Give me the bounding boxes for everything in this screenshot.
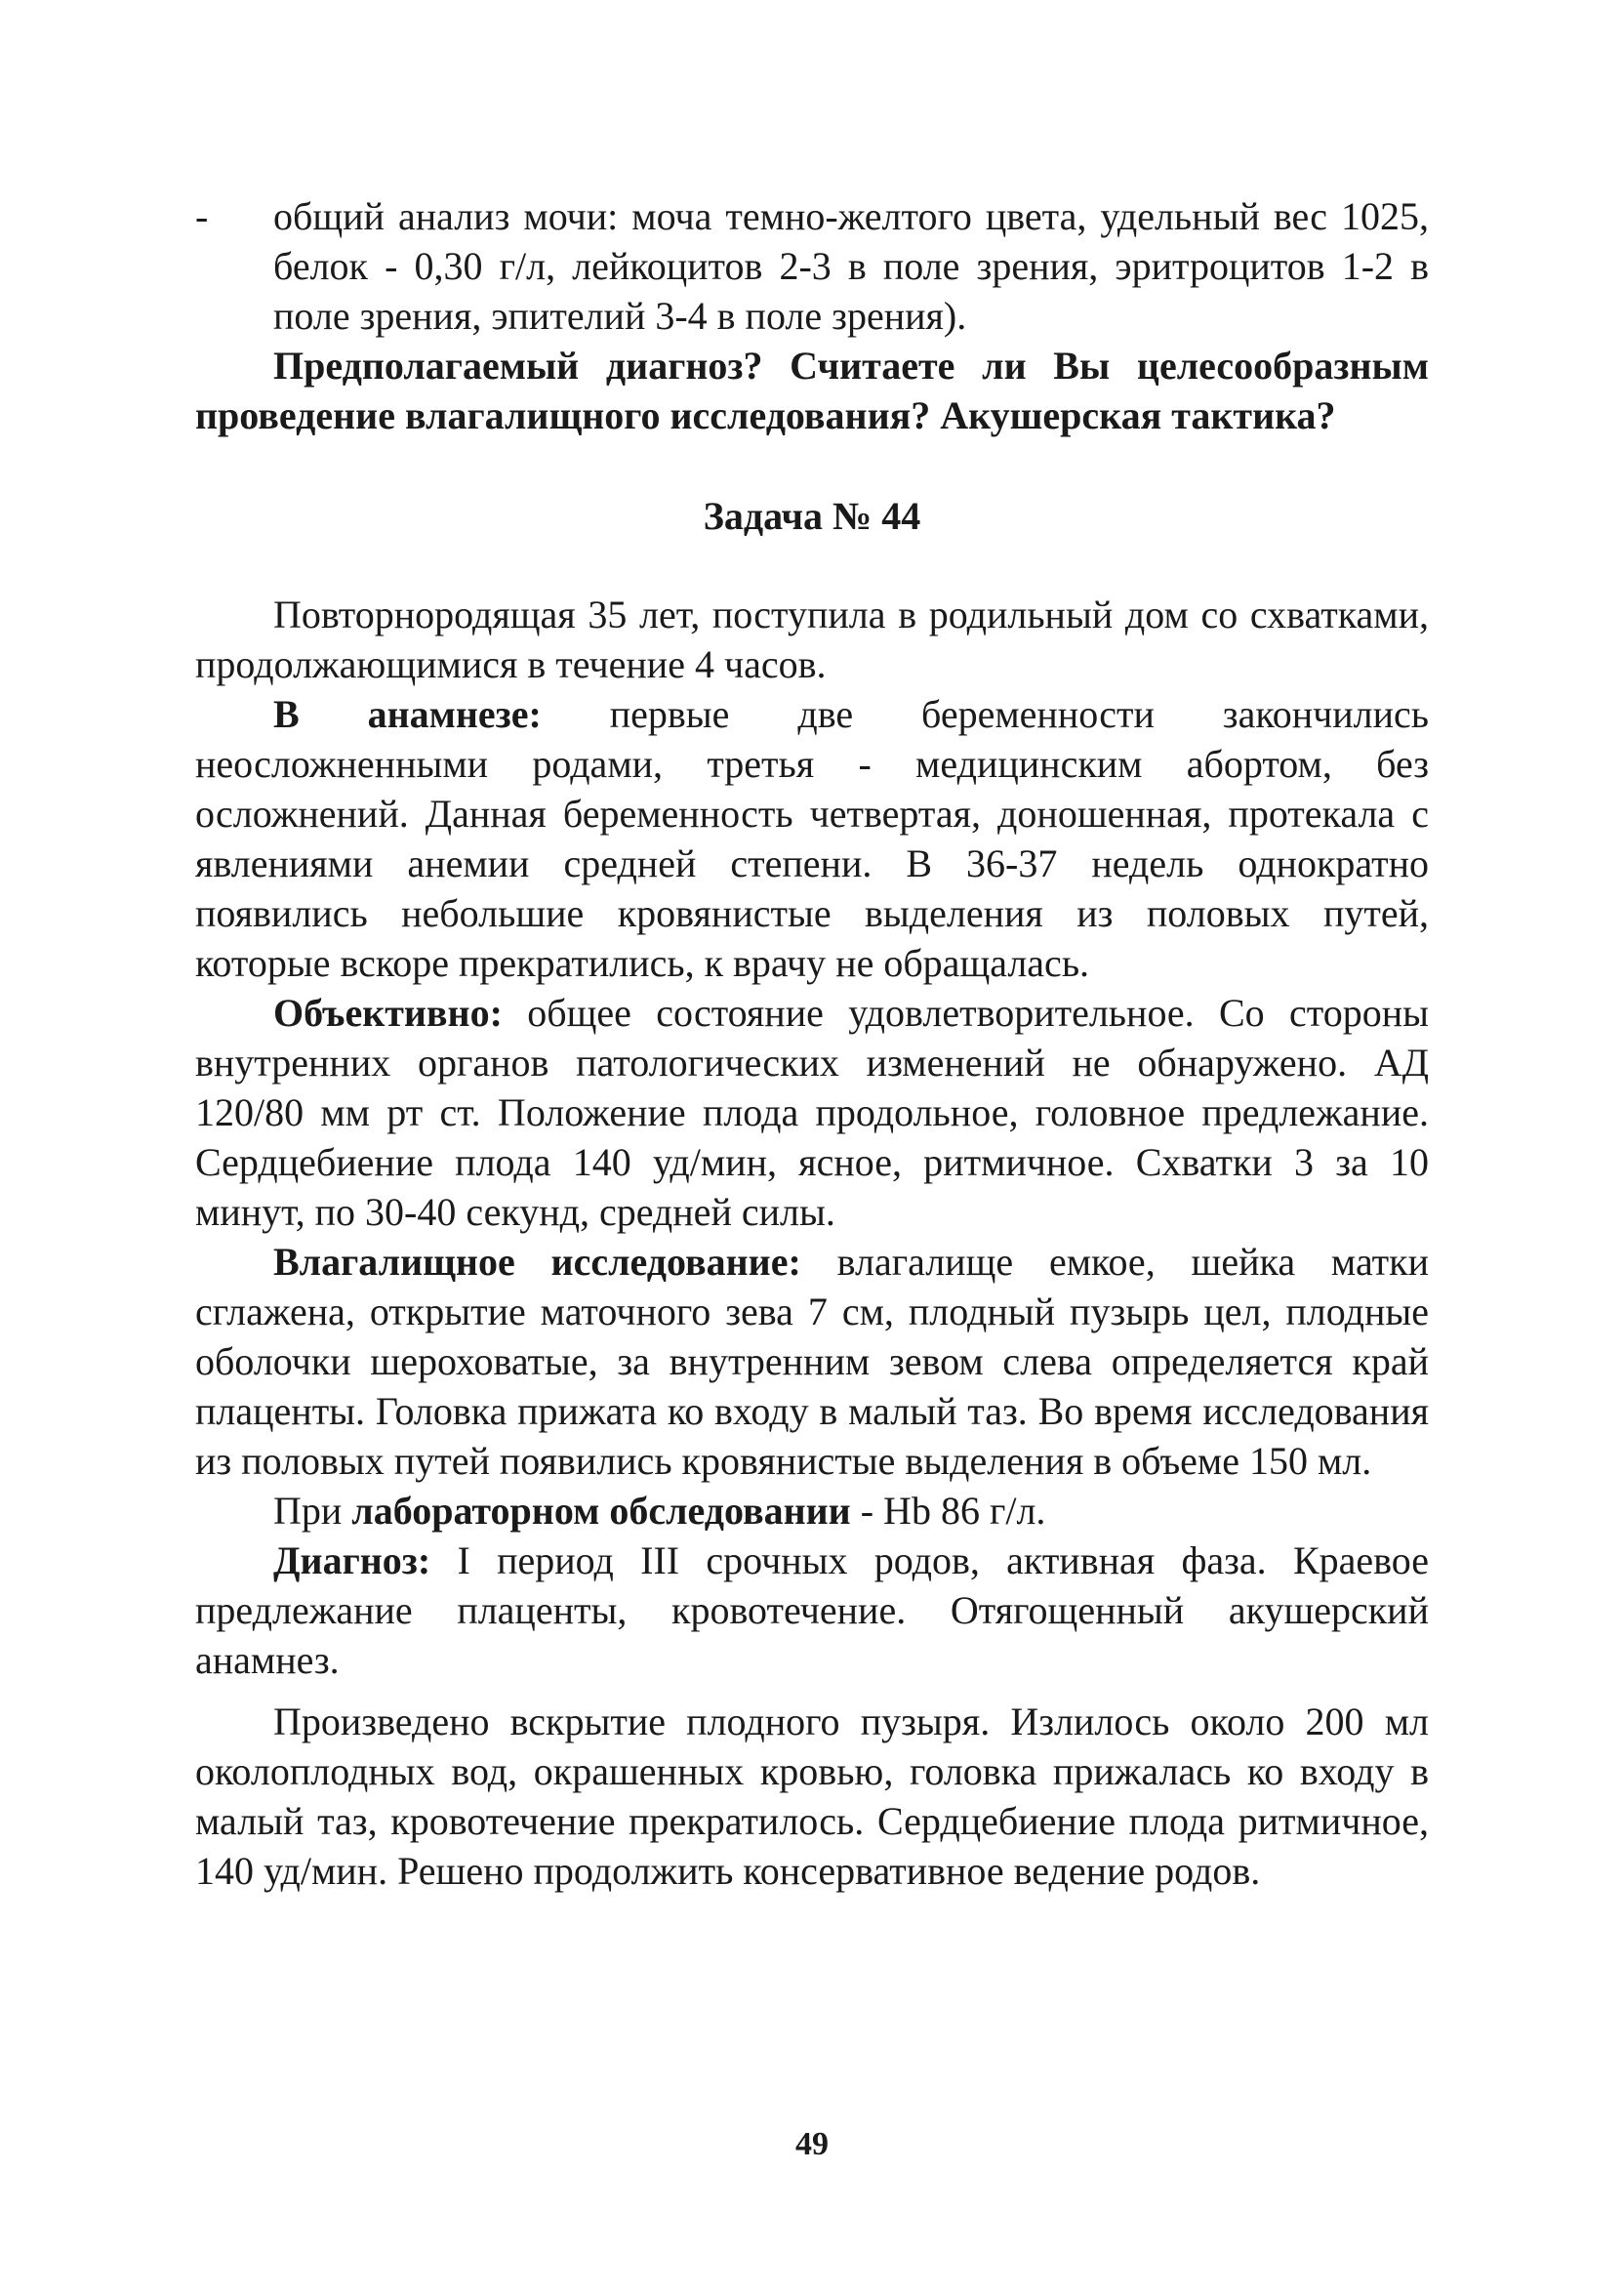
vaginal-exam-label: Влагалищное исследование: (273, 1240, 801, 1284)
objective-label: Объективно: (273, 991, 503, 1035)
page-number: 49 (795, 2126, 829, 2162)
diagnosis-paragraph (195, 1536, 1429, 1685)
list-item (195, 191, 1429, 341)
lab-paragraph (195, 1486, 1429, 1536)
anamnesis-label: В анамнезе: (273, 692, 542, 736)
question-paragraph (195, 341, 1429, 440)
objective-text: общее состояние удовлетворительное. Со стороны внутренних органов патологических изменений не обнаружено. АД 120/80 мм рт ст. Положение плода продольное, головное предлежание. Сердцебиение плода 140 уд/мин, ясное, ритмичное. Схватки 3 за 10 минут, по 30-40 секунд, средней силы. (195, 991, 1429, 1234)
intro-paragraph: Повторнородящая 35 лет, поступила в родильный дом со схватками, продолжающимися в течение 4 часов. (195, 593, 1429, 686)
page-body (195, 191, 1429, 1896)
diagnosis-label: Диагноз: (273, 1538, 431, 1582)
lab-label: лабораторном обследовании (351, 1489, 851, 1533)
anamnesis-text: первые две беременности закончились неосложненными родами, третья - медицинским абортом, без осложнений. Данная беременность четвертая, доношенная, протекала с явлениями анемии средней степени. В 36-37 недель однократно появились небольшие кровянистые выделения из половых путей, которые вскоре прекратились, к врачу не обращалась. (195, 692, 1430, 985)
objective-paragraph (195, 988, 1429, 1237)
vaginal-exam-text: влагалище емкое, шейка матки сглажена, открытие маточного зева 7 см, плодный пузырь цел, плодные оболочки шероховатые, за внутренним зевом слева определяется край плаценты. Головка прижата ко входу в малый таз. Во время исследования из половых путей появились кровянистые выделения в объеме 150 мл. (195, 1240, 1429, 1483)
list-item-text: общий анализ мочи: моча темно-желтого цвета, удельный вес 1025, белок - 0,30 г/л, лейкоцитов 2-3 в поле зрения, эритроцитов 1-2 в поле зрения, эпителий 3-4 в поле зрения). (273, 194, 1429, 338)
lab-text: - Hb 86 г/л. (850, 1489, 1046, 1533)
list-dash: - (195, 194, 209, 238)
question-text: Предполагаемый диагноз? Считаете ли Вы целесообразным проведение влагалищного исследования? Акушерская тактика? (195, 344, 1429, 437)
task-title: Задача № 44 (703, 494, 921, 538)
diagnosis-text: I период III срочных родов, активная фаза. Краевое предлежание плаценты, кровотечение. Отягощенный акушерский анамнез. (195, 1538, 1429, 1682)
vaginal-exam-paragraph (195, 1237, 1429, 1486)
lab-prefix: При (273, 1489, 352, 1533)
outcome-paragraph: Произведено вскрытие плодного пузыря. Излилось около 200 мл околоплодных вод, окрашенных кровью, головка прижалась ко входу в малый таз, кровотечение прекратилось. Сердцебиение плода ритмичное, 140 уд/мин. Решено продолжить консервативное ведение родов. (195, 1700, 1429, 1893)
anamnesis-paragraph (195, 689, 1429, 988)
